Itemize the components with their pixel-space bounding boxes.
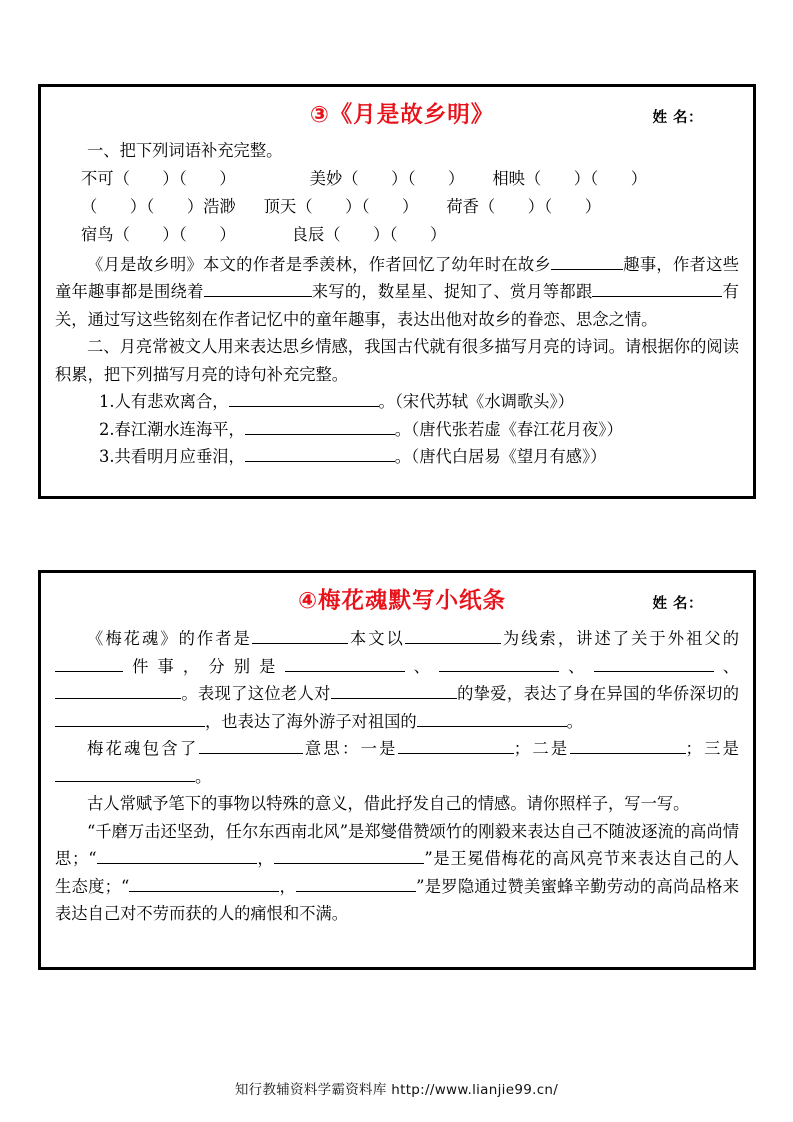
- c2-p4-comma-1: ，: [256, 849, 275, 868]
- c2-blank-6[interactable]: [594, 653, 714, 672]
- poem-1-prefix: 1.人有悲欢离合，: [99, 392, 229, 411]
- word-4: （ ）（ ）浩渺: [81, 196, 236, 216]
- word-1: 不可（ ）（ ）: [81, 168, 236, 188]
- p1-part-1: 《月是故乡明》本文的作者是季羡林，作者回忆了幼年时在故乡: [87, 254, 551, 274]
- c2-p4-s3: ”是王冕借梅花的高风亮节来表达自己的人生态度；: [55, 849, 739, 896]
- c2-blank-1[interactable]: [252, 625, 348, 644]
- word-6: 荷香（ ）（ ）: [446, 196, 602, 216]
- c2-p1-s6: 的挚爱，表达了身在异国的华侨深切的: [456, 684, 739, 703]
- c2-blank-5[interactable]: [439, 653, 559, 672]
- p1-part-4: 有关，通过写这些铭刻在作者记忆中的童年趣事，表达出他对故乡的眷恋、思念之情。: [55, 282, 739, 329]
- card-1-section1-heading: 一、把下列词语补充完整。: [87, 141, 283, 160]
- exercise-card-1: [38, 84, 756, 499]
- blank-2[interactable]: [204, 278, 312, 297]
- card-1-body: [55, 137, 739, 471]
- c2-p2-s2: 意思：一是: [302, 739, 398, 758]
- card-1-word-row-3: [55, 221, 739, 249]
- card-1-poem-item-1: [55, 388, 739, 416]
- c2-p2-s5: 。: [195, 766, 212, 786]
- poem-3-prefix: 3.共看明月应垂泪，: [99, 447, 245, 466]
- poem-3-suffix: 。（唐代白居易《望月有感》）: [394, 447, 607, 466]
- c2-p4-comma-2: ，: [279, 876, 297, 896]
- c2-p2-blank-2[interactable]: [398, 735, 514, 754]
- card-1-title-row: [55, 97, 739, 137]
- word-2: 美妙（ ）（ ）: [309, 168, 465, 188]
- poem-3-blank[interactable]: [245, 443, 395, 462]
- c2-p4-blank-3[interactable]: [129, 873, 279, 892]
- word-5: 顶天（ ）（ ）: [263, 196, 419, 216]
- c2-p4-s4: “: [120, 876, 130, 896]
- poem-1-blank[interactable]: [229, 388, 379, 407]
- c2-p4-s5: ”是罗隐通过赞美蜜蜂辛勤劳动的高尚品格来表达自己对不劳而获的人的痛恨和不满。: [55, 876, 739, 923]
- c2-p2-blank-3[interactable]: [570, 735, 686, 754]
- card-1-word-row-2: [55, 193, 739, 221]
- c2-blank-8[interactable]: [331, 680, 457, 699]
- card-1-name-label: 姓 名：: [652, 110, 703, 126]
- blank-3[interactable]: [592, 278, 722, 297]
- c2-p1-s5: 。表现了这位老人对: [181, 684, 331, 703]
- c2-p4-blank-1[interactable]: [97, 845, 257, 864]
- c2-p1-s8: 。: [566, 711, 583, 731]
- c2-p2-s1: 梅花魂包含了: [87, 739, 199, 758]
- card-1-title: ③《月是故乡明》: [309, 102, 495, 128]
- card-2-paragraph-3: 古人常赋予笔下的事物以特殊的意义，借此抒发自己的情感。请你照样子，写一写。: [87, 794, 690, 813]
- poem-2-suffix: 。（唐代张若虚《春江花月夜》）: [394, 419, 623, 439]
- exercise-card-2: [38, 570, 756, 970]
- poem-2-prefix: 2.春江潮水连海平，: [99, 419, 245, 439]
- c2-p4-s1: “千磨万击还坚劲，任尔东西南北风”是郑燮借赞颂竹的刚毅来表达自己不随波逐流的高尚情思；: [55, 821, 739, 868]
- card-1-poem-item-2: [55, 416, 739, 444]
- page-footer: 知行教辅资料学霸资料库 http://www.lianjie99.cn/: [234, 1082, 559, 1098]
- card-1-paragraph-1: [55, 251, 739, 334]
- word-8: 良辰（ ）（ ）: [291, 224, 447, 244]
- card-1-word-row-1: [55, 165, 739, 193]
- card-2-paragraph-4: [55, 818, 739, 928]
- card-2-body: [55, 625, 739, 928]
- poem-2-blank[interactable]: [245, 416, 395, 435]
- card-2-title-row: [55, 583, 739, 623]
- c2-blank-7[interactable]: [55, 680, 181, 699]
- card-2-paragraph-1: 《梅花魂》的作者是 本文以 为线索，讲述了关于外祖父的件事，分别是 、 、 、。表现了这位老人对 的挚爱，表达了身在异国的华侨深切的，也表达了海外游子对祖国的 。: [55, 625, 739, 735]
- c2-p4-s2: “: [88, 849, 97, 868]
- c2-p4-blank-4[interactable]: [296, 873, 416, 892]
- poem-1-suffix: 。（宋代苏轼《水调歌头》）: [378, 392, 574, 411]
- c2-blank-10[interactable]: [417, 708, 567, 727]
- c2-p2-s4: ；三是: [685, 739, 739, 758]
- c2-p2-blank-1[interactable]: [199, 735, 303, 754]
- blank-1[interactable]: [551, 251, 623, 270]
- card-1-poem-item-3: [55, 443, 739, 471]
- card-2-paragraph-2: [55, 735, 739, 790]
- c2-blank-3[interactable]: [55, 653, 123, 672]
- c2-p2-blank-4[interactable]: [55, 763, 195, 782]
- p1-part-3: 来写的，数星星、捉知了、赏月等都跟: [311, 282, 593, 301]
- p1-part-2: 趣事，作者这些童年趣事都是围绕着: [55, 254, 739, 301]
- c2-blank-9[interactable]: [55, 708, 205, 727]
- c2-p1-s3: 为线索，讲述了关于外祖父的: [500, 629, 739, 648]
- c2-p1-s2: 本文以: [347, 629, 405, 648]
- c2-blank-2[interactable]: [405, 625, 501, 644]
- c2-p1-s7: ，也表达了海外游子对祖国的: [205, 711, 417, 731]
- c2-p4-blank-2[interactable]: [274, 845, 424, 864]
- card-2-title: ④梅花魂默写小纸条: [297, 588, 507, 614]
- c2-p1-s1: 《梅花魂》的作者是: [87, 629, 252, 648]
- c2-blank-4[interactable]: [285, 653, 405, 672]
- card-2-name-label: 姓 名：: [652, 596, 703, 612]
- c2-p2-s3: ；二是: [513, 739, 570, 758]
- card-1-section2-heading: 二、月亮常被文人用来表达思乡情感，我国古代就有很多描写月亮的诗词。请根据你的阅读积累，把下列描写月亮的诗句补充完整。: [55, 337, 739, 384]
- c2-p1-s4: 件事，分别是: [123, 656, 285, 676]
- word-7: 宿鸟（ ）（ ）: [81, 224, 236, 244]
- word-3: 相映（ ）（ ）: [492, 168, 648, 188]
